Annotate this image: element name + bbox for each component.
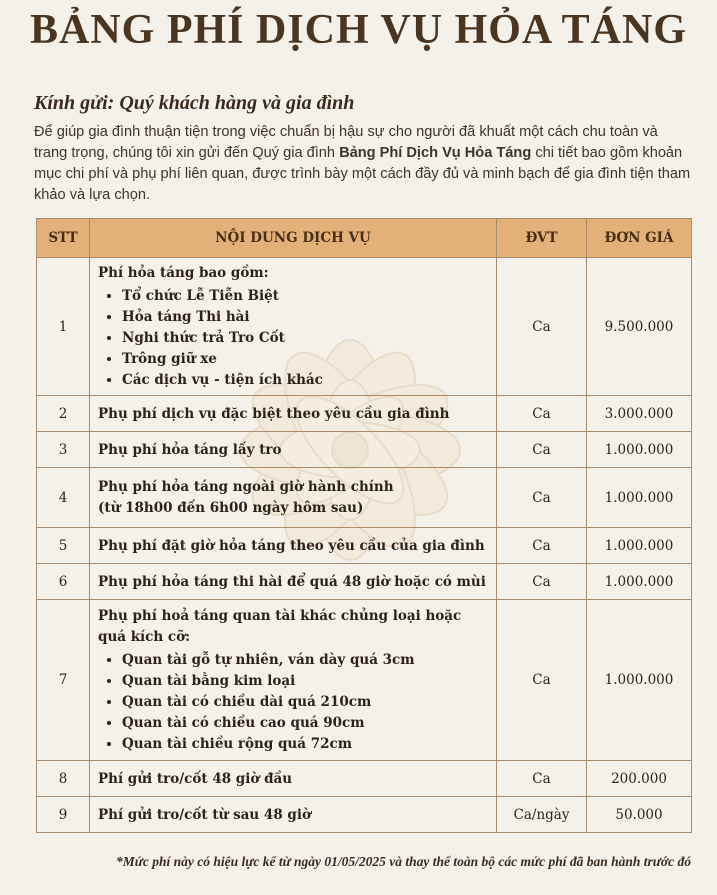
table-row — [37, 258, 692, 396]
row-stt: 7 — [37, 600, 90, 761]
table-row — [37, 600, 692, 761]
row-unit: Ca — [497, 396, 587, 432]
table-row — [37, 432, 692, 468]
row-content-title: Phí hỏa táng bao gồm: — [98, 264, 269, 281]
intro-bold-text: Bảng Phí Dịch Vụ Hỏa Táng — [339, 145, 532, 161]
row-content-line2: (từ 18h00 đến 6h00 ngày hôm sau) — [98, 499, 364, 516]
row-price: 3.000.000 — [587, 396, 692, 432]
table-row — [37, 797, 692, 833]
table-header-row — [37, 219, 692, 258]
list-item: • Quan tài chiều rộng quá 72cm — [122, 734, 488, 755]
intro-paragraph — [34, 122, 694, 206]
list-item: • Quan tài có chiều cao quá 90cm — [122, 713, 488, 734]
intro-text-2: chi tiết bao gồm khoản mục chi phí và phụ phí liên quan, được trình bày một cách đầy đủ và minh bạch để gia đình tiện tham khảo và lựa chọn. — [34, 145, 691, 203]
list-item: • Trông giữ xe — [122, 349, 488, 370]
table-row — [37, 468, 692, 528]
list-item: • Tổ chức Lễ Tiễn Biệt — [122, 286, 488, 307]
row-stt: 8 — [37, 761, 90, 797]
row-stt: 4 — [37, 468, 90, 528]
row-content: Phí gửi tro/cốt 48 giờ đầu — [90, 761, 497, 797]
row-content: Phụ phí dịch vụ đặc biệt theo yêu cầu gia đình — [90, 396, 497, 432]
row-price: 1.000.000 — [587, 468, 692, 528]
row-unit: Ca — [497, 258, 587, 396]
row-price: 1.000.000 — [587, 528, 692, 564]
row-stt: 5 — [37, 528, 90, 564]
header-price: ĐƠN GIÁ — [587, 219, 692, 258]
row-price: 200.000 — [587, 761, 692, 797]
fee-table — [36, 218, 692, 833]
intro-text-1: Để giúp gia đình thuận tiện trong việc chuẩn bị hậu sự cho người đã khuất một cách chu toàn và trang trọng, chúng tôi xin gửi đến Quý gia đình — [34, 124, 658, 161]
list-item: • Nghi thức trả Tro Cốt — [122, 328, 488, 349]
row-price: 1.000.000 — [587, 432, 692, 468]
header-unit: ĐVT — [497, 219, 587, 258]
row-stt: 6 — [37, 564, 90, 600]
row-unit: Ca — [497, 600, 587, 761]
row-content — [90, 258, 497, 396]
list-item: • Quan tài gỗ tự nhiên, ván dày quá 3cm — [122, 650, 488, 671]
row-unit: Ca — [497, 432, 587, 468]
row-unit: Ca — [497, 761, 587, 797]
row-stt: 3 — [37, 432, 90, 468]
row-price: 1.000.000 — [587, 564, 692, 600]
greeting: Kính gửi: Quý khách hàng và gia đình — [34, 92, 355, 114]
page-title: BẢNG PHÍ DỊCH VỤ HỎA TÁNG — [29, 7, 688, 53]
row-sub-list — [98, 650, 488, 755]
row-content — [90, 468, 497, 528]
row-sub-list — [98, 286, 488, 391]
row-content-line1: Phụ phí hỏa táng ngoài giờ hành chính — [98, 478, 394, 495]
row-content: Phí gửi tro/cốt từ sau 48 giờ — [90, 797, 497, 833]
footnote: *Mức phí này có hiệu lực kể từ ngày 01/05/2025 và thay thế toàn bộ các mức phí đã ban hành trước đó — [116, 854, 691, 869]
row-unit: Ca — [497, 564, 587, 600]
row-stt: 1 — [37, 258, 90, 396]
row-content — [90, 600, 497, 761]
table-row — [37, 761, 692, 797]
row-stt: 9 — [37, 797, 90, 833]
row-price: 9.500.000 — [587, 258, 692, 396]
row-unit: Ca — [497, 468, 587, 528]
row-content: Phụ phí đặt giờ hỏa táng theo yêu cầu của gia đình — [90, 528, 497, 564]
table-row — [37, 396, 692, 432]
row-content-title: Phụ phí hoả táng quan tài khác chủng loại hoặc quá kích cỡ: — [98, 607, 462, 645]
list-item: • Hỏa táng Thi hài — [122, 307, 488, 328]
row-stt: 2 — [37, 396, 90, 432]
table-row — [37, 528, 692, 564]
row-price: 50.000 — [587, 797, 692, 833]
row-content: Phụ phí hỏa táng lấy tro — [90, 432, 497, 468]
header-content: NỘI DUNG DỊCH VỤ — [90, 219, 497, 258]
header-stt: STT — [37, 219, 90, 258]
list-item: • Các dịch vụ - tiện ích khác — [122, 370, 488, 391]
row-unit: Ca — [497, 528, 587, 564]
row-price: 1.000.000 — [587, 600, 692, 761]
row-unit: Ca/ngày — [497, 797, 587, 833]
row-content: Phụ phí hỏa táng thi hài để quá 48 giờ hoặc có mùi — [90, 564, 497, 600]
list-item: • Quan tài bằng kim loại — [122, 671, 488, 692]
table-row — [37, 564, 692, 600]
list-item: • Quan tài có chiều dài quá 210cm — [122, 692, 488, 713]
